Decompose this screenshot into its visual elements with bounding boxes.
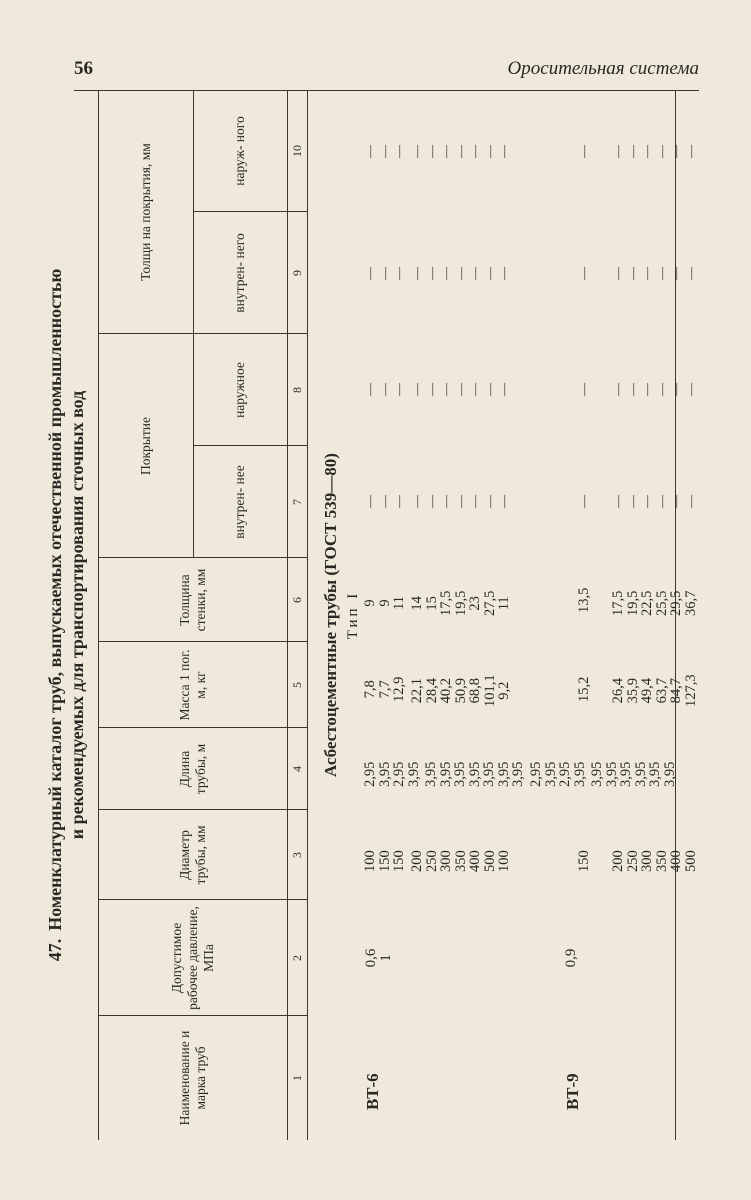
cell-thickness-outer: —: [362, 145, 377, 158]
cell-diameter: 200: [610, 850, 626, 872]
cell-wall: 14: [409, 596, 425, 611]
pressure-value: 0,9: [563, 948, 579, 968]
coating-outer-column: [363, 383, 407, 396]
thickness-inner-column: [611, 267, 698, 280]
running-head: Оросительная система: [507, 58, 699, 79]
header-pressure: Допустимое рабочее давление, МПа: [169, 906, 216, 1010]
cell-wall: 19,5: [624, 590, 641, 616]
cell-mass: 68,8: [467, 678, 483, 704]
cell-diameter: 100: [496, 850, 512, 872]
diameter-column: [410, 850, 512, 872]
type-title: Тип I: [345, 590, 361, 640]
cell-mass: 12,9: [391, 676, 407, 702]
table-number: 47.: [45, 938, 65, 962]
header-wall: Толщина стенки, мм: [177, 568, 208, 632]
cell-wall: 9: [376, 599, 393, 607]
column-number-5: 5: [289, 682, 304, 688]
length-column: [424, 762, 526, 787]
cell-length: 2,95: [528, 761, 544, 787]
coating-inner-column: [363, 495, 407, 508]
cell-length: 3,95: [571, 761, 588, 787]
cell-thickness-outer: —: [452, 145, 468, 158]
cell-thickness-outer: —: [682, 145, 698, 158]
cell-coating-inner: —: [481, 495, 497, 508]
cell-wall: 9: [362, 599, 378, 607]
cell-thickness-inner: —: [467, 267, 482, 280]
cell-length: 3,95: [495, 761, 512, 787]
cell-coating-inner: —: [653, 495, 669, 508]
cell-thickness-outer: —: [576, 145, 591, 158]
cell-coating-outer: —: [467, 383, 482, 396]
cell-thickness-inner: —: [376, 267, 392, 280]
cell-thickness-inner: —: [496, 267, 511, 280]
cell-mass: 101,1: [481, 674, 498, 707]
cell-mass: 127,3: [682, 674, 699, 707]
cell-thickness-inner: —: [639, 267, 654, 280]
mass-column: [577, 677, 592, 702]
cell-thickness-inner: —: [391, 267, 406, 280]
cell-thickness-inner: —: [452, 267, 468, 280]
header-coating-outer: наружное: [232, 362, 247, 418]
cell-coating-inner: —: [668, 495, 683, 508]
cell-mass: 50,9: [452, 678, 469, 704]
cell-coating-inner: —: [624, 495, 640, 508]
length-column: [529, 762, 587, 787]
column-number-3: 3: [289, 852, 304, 858]
cell-length: 2,95: [362, 761, 378, 787]
mass-column: [363, 677, 407, 702]
header-thickness-inner: внутрен- него: [232, 233, 247, 313]
cell-thickness-inner: —: [610, 267, 625, 280]
cell-coating-outer: —: [496, 383, 511, 396]
mass-column: [410, 674, 512, 707]
cell-diameter: 400: [668, 850, 684, 872]
cell-thickness-inner: —: [481, 267, 497, 280]
cell-thickness-outer: —: [376, 145, 392, 158]
thickness-outer-column: [410, 145, 512, 158]
cell-coating-outer: —: [682, 383, 698, 396]
cell-length: 3,95: [481, 761, 497, 787]
cell-length: 3,95: [661, 761, 678, 787]
header-mass: Масса 1 пог. м, кг: [177, 649, 208, 721]
coating-inner-column: [410, 495, 512, 508]
cell-diameter: 350: [452, 850, 469, 872]
cell-mass: 35,9: [624, 678, 641, 704]
cell-thickness-outer: —: [610, 145, 625, 158]
header-mark: Наименование и марка труб: [177, 1030, 208, 1126]
cell-length: 3,95: [466, 761, 483, 787]
cell-coating-outer: —: [481, 383, 497, 396]
cell-length: 3,95: [437, 761, 454, 787]
cell-wall: 13,5: [576, 587, 592, 613]
cell-diameter: 400: [467, 850, 483, 872]
cell-coating-outer: —: [610, 383, 625, 396]
thickness-inner-column: [410, 267, 512, 280]
cell-mass: 22,1: [409, 678, 425, 704]
cell-length: 3,95: [603, 761, 620, 787]
cell-mass: 7,8: [362, 680, 378, 699]
cell-mass: 28,4: [423, 678, 440, 704]
column-number-4: 4: [289, 766, 304, 772]
cell-thickness-outer: —: [438, 145, 453, 158]
cell-mass: 49,4: [639, 678, 655, 704]
coating-outer-column: [410, 383, 512, 396]
cell-thickness-inner: —: [653, 267, 669, 280]
cell-diameter: 150: [376, 850, 393, 872]
wall-column: [363, 596, 407, 610]
page-number: 56: [74, 58, 93, 79]
header-coating: Покрытие: [138, 417, 153, 475]
cell-thickness-inner: —: [362, 267, 377, 280]
cell-coating-inner: —: [391, 495, 406, 508]
cell-thickness-outer: —: [481, 145, 497, 158]
thickness-outer-column: [363, 145, 407, 158]
cell-wall: 19,5: [452, 590, 469, 616]
column-number-8: 8: [289, 387, 304, 393]
column-number-10: 10: [289, 145, 304, 157]
header-coating-inner: внутрен- нее: [232, 465, 247, 539]
cell-thickness-outer: —: [624, 145, 640, 158]
cell-thickness-inner: —: [438, 267, 453, 280]
cell-length: 3,95: [376, 761, 393, 787]
cell-mass: 7,7: [376, 680, 393, 699]
cell-length: 3,95: [423, 761, 439, 787]
cell-coating-outer: —: [409, 383, 424, 396]
cell-length: 3,95: [510, 761, 526, 787]
cell-coating-inner: —: [438, 495, 453, 508]
cell-wall: 23: [467, 596, 483, 611]
table-title-line-1: Номенклатурный каталог труб, выпускаемых отечественной промышленностью: [45, 268, 65, 931]
cell-diameter: 500: [481, 850, 498, 872]
pressure-value: 1: [378, 954, 394, 962]
thickness-inner-column: [577, 267, 592, 280]
cell-coating-inner: —: [467, 495, 482, 508]
cell-thickness-outer: —: [639, 145, 654, 158]
column-numbers-rule: [307, 90, 308, 1140]
cell-length: 2,95: [391, 761, 407, 787]
cell-coating-inner: —: [362, 495, 377, 508]
header-thickness-outer: наруж- ного: [232, 116, 247, 186]
cell-diameter: 150: [391, 850, 407, 872]
diameter-column: [611, 850, 698, 872]
cell-thickness-inner: —: [682, 267, 698, 280]
cell-diameter: 300: [438, 850, 454, 872]
pressure-value: 0,6: [363, 948, 379, 968]
cell-thickness-outer: —: [409, 145, 424, 158]
cell-wall: 11: [496, 596, 512, 611]
cell-coating-outer: —: [624, 383, 640, 396]
cell-coating-inner: —: [376, 495, 392, 508]
thickness-inner-column: [363, 267, 407, 280]
cell-length: 3,95: [618, 761, 634, 787]
cell-coating-inner: —: [682, 495, 698, 508]
cell-coating-inner: —: [409, 495, 424, 508]
cell-thickness-inner: —: [576, 267, 591, 280]
cell-length: 3,95: [452, 761, 468, 787]
mass-column: [611, 674, 698, 707]
cell-length: 2,95: [557, 761, 573, 787]
cell-thickness-inner: —: [409, 267, 424, 280]
column-number-6: 6: [289, 597, 304, 603]
cell-coating-outer: —: [423, 383, 439, 396]
pipe-mark: ВТ-6: [363, 1073, 382, 1110]
wall-column: [611, 591, 698, 616]
cell-diameter: 300: [639, 850, 655, 872]
length-column: [363, 762, 421, 787]
section-title: Асбестоцементные трубы (ГОСТ 539—80): [321, 453, 340, 777]
coating-outer-column: [611, 383, 698, 396]
coating-inner-column: [577, 495, 592, 508]
cell-wall: 36,7: [682, 590, 699, 616]
header-coating-thickness: Толщи на покрытия, мм: [138, 143, 153, 281]
cell-thickness-outer: —: [653, 145, 669, 158]
cell-diameter: 350: [653, 850, 670, 872]
column-number-7: 7: [289, 499, 304, 505]
cell-coating-outer: —: [639, 383, 654, 396]
cell-coating-outer: —: [576, 383, 591, 396]
length-column: [590, 762, 677, 787]
cell-thickness-outer: —: [391, 145, 406, 158]
cell-coating-outer: —: [362, 383, 377, 396]
cell-diameter: 500: [682, 850, 699, 872]
cell-mass: 40,2: [438, 678, 454, 704]
pipe-catalog-table: [98, 90, 699, 1140]
cell-coating-inner: —: [576, 495, 591, 508]
cell-coating-outer: —: [452, 383, 468, 396]
cell-mass: 26,4: [610, 678, 626, 704]
rotated-table-page: [44, 90, 699, 1140]
cell-coating-inner: —: [610, 495, 625, 508]
cell-length: 3,95: [405, 761, 422, 787]
cell-coating-outer: —: [391, 383, 406, 396]
cell-thickness-inner: —: [423, 267, 439, 280]
wall-column: [577, 588, 592, 613]
cell-coating-outer: —: [668, 383, 683, 396]
header-diameter: Диаметр трубы, мм: [177, 825, 208, 885]
cell-mass: 63,7: [653, 678, 670, 704]
cell-mass: 15,2: [576, 676, 592, 702]
diameter-column: [577, 850, 592, 872]
cell-coating-inner: —: [423, 495, 439, 508]
cell-length: 3,95: [647, 761, 663, 787]
cell-wall: 22,5: [639, 590, 655, 616]
cell-wall: 17,5: [438, 590, 454, 616]
cell-coating-outer: —: [438, 383, 453, 396]
cell-wall: 17,5: [610, 590, 626, 616]
header-length: Длина трубы, м: [177, 743, 208, 795]
table-title: [44, 90, 88, 1140]
column-number-1: 1: [289, 1075, 304, 1081]
column-number-2: 2: [289, 955, 304, 961]
coating-inner-column: [611, 495, 698, 508]
cell-length: 3,95: [632, 761, 649, 787]
coating-outer-column: [577, 383, 592, 396]
cell-diameter: 250: [423, 850, 440, 872]
cell-wall: 25,5: [653, 590, 670, 616]
cell-coating-outer: —: [653, 383, 669, 396]
cell-thickness-outer: —: [668, 145, 683, 158]
cell-wall: 27,5: [481, 590, 498, 616]
cell-thickness-inner: —: [668, 267, 683, 280]
thickness-outer-column: [577, 145, 592, 158]
diameter-column: [363, 850, 407, 872]
cell-thickness-outer: —: [496, 145, 511, 158]
cell-diameter: 100: [362, 850, 378, 872]
cell-diameter: 200: [409, 850, 425, 872]
cell-diameter: 150: [576, 850, 592, 872]
cell-wall: 29,5: [668, 590, 684, 616]
cell-mass: 9,2: [496, 681, 512, 700]
cell-thickness-inner: —: [624, 267, 640, 280]
cell-length: 3,95: [542, 761, 559, 787]
cell-coating-inner: —: [452, 495, 468, 508]
cell-coating-outer: —: [376, 383, 392, 396]
cell-wall: 15: [423, 596, 440, 611]
cell-length: 3,95: [589, 761, 605, 787]
wall-column: [410, 591, 512, 616]
table-title-line-2: и рекомендуемых для транспортирования сточных вод: [67, 390, 87, 840]
cell-thickness-outer: —: [467, 145, 482, 158]
cell-diameter: 250: [624, 850, 641, 872]
cell-coating-inner: —: [639, 495, 654, 508]
cell-thickness-outer: —: [423, 145, 439, 158]
thickness-outer-column: [611, 145, 698, 158]
cell-mass: 84,7: [668, 678, 684, 704]
cell-coating-inner: —: [496, 495, 511, 508]
cell-wall: 11: [391, 596, 407, 610]
pipe-mark: ВТ-9: [563, 1073, 582, 1110]
column-number-9: 9: [289, 270, 304, 276]
